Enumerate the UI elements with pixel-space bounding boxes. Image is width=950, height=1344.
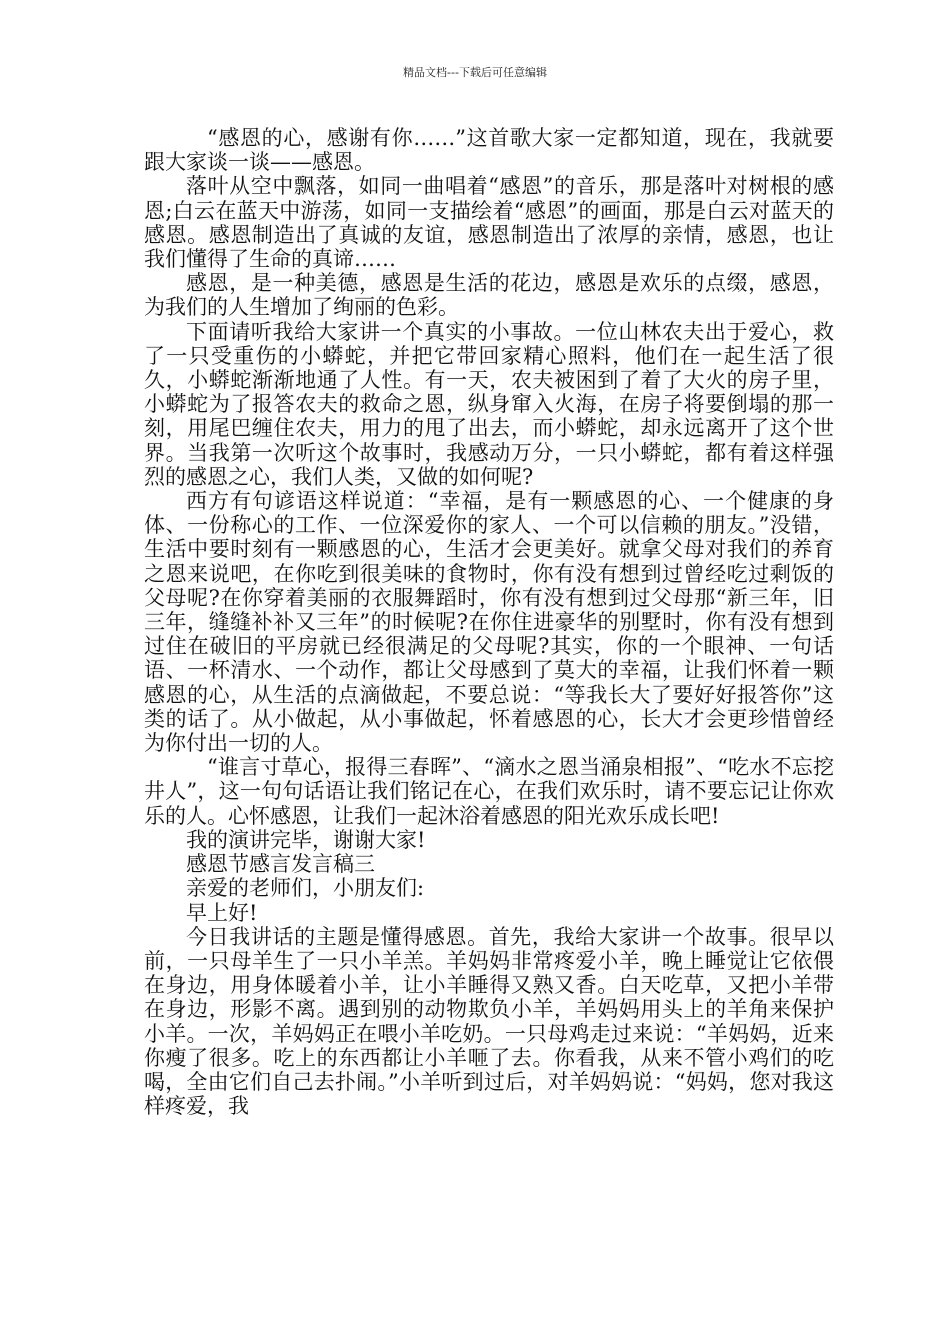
paragraph-9: 亲爱的老师们，小朋友们: <box>186 876 425 901</box>
paragraph-11: 今日我讲话的主题是懂得感恩。首先，我给大家讲一个故事。很早以前，一只母羊生了一只小羊羔。羊妈妈非常疼爱小羊，晚上睡觉让它依偎在身边，用身体暖着小羊，让小羊睡得又熟又香。白天吃草，又把小羊带在身边，形影不离。遇到别的动物欺负小羊，羊妈妈用头上的羊角来保护小羊。一次，羊妈妈正在喂小羊吃奶。一只母鸡走过来说：“羊妈妈，近来你瘦了很多。吃上的东西都让小羊咂了去。你看我，从来不管小鸡们的吃喝，全由它们自己去扑闹。”小羊听到过后，对羊妈妈说：“妈妈，您对我这样疼爱，我 <box>144 924 834 1119</box>
paragraph-3: 感恩，是一种美德，感恩是生活的花边，感恩是欢乐的点缀，感恩，为我们的人生增加了绚丽的色彩。 <box>144 271 834 320</box>
paragraph-7: 我的演讲完毕，谢谢大家! <box>186 827 426 852</box>
paragraph-4: 下面请听我给大家讲一个真实的小事故。一位山林农夫出于爱心，救了一只受重伤的小蟒蛇，并把它带回家精心照料，他们在一起生活了很久，小蟒蛇渐渐地通了人性。有一天，农夫被困到了着了大火的房子里，小蟒蛇为了报答农夫的救命之恩，纵身窜入火海，在房子将要倒塌的那一刻，用尾巴缠住农夫，用力的甩了出去，而小蟒蛇，却永远离开了这个世界。当我第一次听这个故事时，我感动万分，一只小蟒蛇，都有着这样强烈的感恩之心，我们人类，又做的如何呢? <box>144 319 834 489</box>
document-body <box>144 126 834 1118</box>
page-header: 精品文档---下载后可任意编辑 <box>403 66 547 79</box>
paragraph-8: 感恩节感言发言稿三 <box>186 852 375 877</box>
paragraph-5: 西方有句谚语这样说道：“幸福，是有一颗感恩的心、一个健康的身体、一份称心的工作、一位深爱你的家人、一个可以信赖的朋友。”没错，生活中要时刻有一颗感恩的心，生活才会更美好。就拿父母对我们的养育之恩来说吧，在你吃到很美味的食物时，你有没有想到过曾经吃过剩饭的父母呢?在你穿着美丽的衣服舞蹈时，你有没有想到过父母那“新三年，旧三年，缝缝补补又三年”的时候呢?在你住进豪华的别墅时，你有没有想到过住在破旧的平房就已经很满足的父母呢?其实，你的一个眼神、一句话语、一杯清水、一个动作，都让父母感到了莫大的幸福，让我们怀着一颗感恩的心，从生活的点滴做起，不要总说：“等我长大了要好好报答你”这类的话了。从小做起，从小事做起，怀着感恩的心，长大才会更珍惜曾经为你付出一切的人。 <box>144 489 834 756</box>
paragraph-10: 早上好! <box>186 900 258 925</box>
paragraph-2: 落叶从空中飘落，如同一曲唱着“感恩”的音乐，那是落叶对树根的感恩;白云在蓝天中游荡，如同一支描绘着“感恩”的画面，那是白云对蓝天的感恩。感恩制造出了真诚的友谊，感恩制造出了浓厚的亲情，感恩，也让我们懂得了生命的真谛…… <box>144 174 834 272</box>
paragraph-1: “感恩的心，感谢有你……”这首歌大家一定都知道，现在，我就要跟大家谈一谈——感恩。 <box>144 126 834 175</box>
paragraph-6: “谁言寸草心，报得三春晖”、“滴水之恩当涌泉相报”、“吃水不忘挖井人”，这一句句话语让我们铭记在心，在我们欢乐时，请不要忘记让你欢乐的人。心怀感恩，让我们一起沐浴着感恩的阳光欢乐成长吧! <box>144 755 834 828</box>
